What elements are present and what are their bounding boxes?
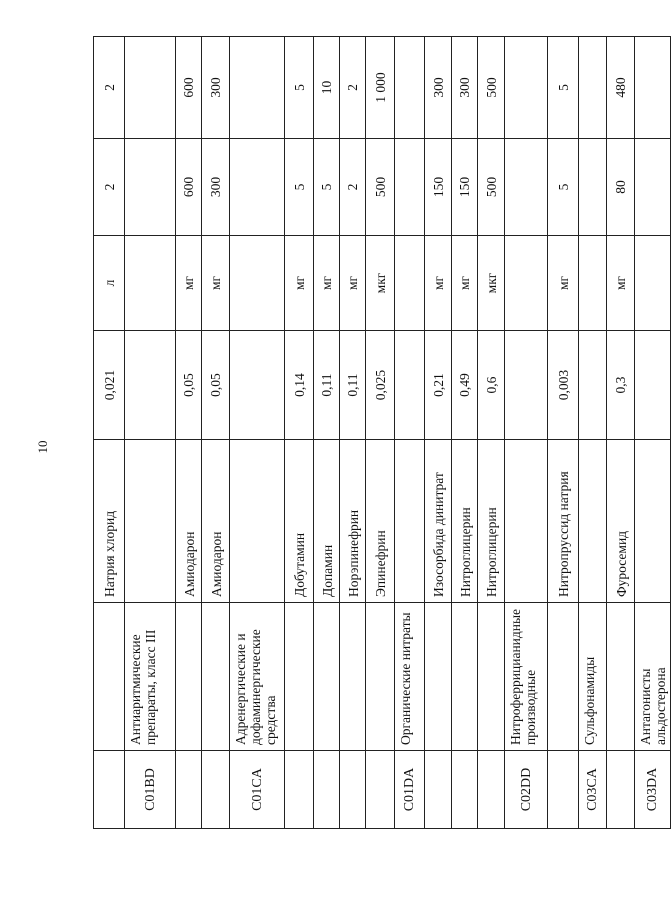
value-cell-7: 5 — [548, 37, 579, 139]
ddd-cell: 0,14 — [285, 331, 314, 440]
page-number: 10 — [35, 440, 50, 454]
value-cell-7 — [635, 37, 671, 139]
unit-cell: мг — [548, 236, 579, 331]
drug-group-cell: Сульфонамиды — [579, 603, 607, 751]
atc-code-cell — [478, 751, 505, 829]
drug-name-cell: Допамин — [314, 440, 340, 603]
atc-code-cell — [548, 751, 579, 829]
ddd-cell — [635, 331, 671, 440]
value-cell-7: 300 — [202, 37, 230, 139]
drug-group-cell: Антагонисты альдостерона — [635, 603, 671, 751]
value-cell-6: 150 — [452, 139, 478, 236]
unit-cell: мг — [285, 236, 314, 331]
drug-name-cell: Нитроглицерин — [452, 440, 478, 603]
value-cell-6: 500 — [366, 139, 395, 236]
value-cell-7: 5 — [285, 37, 314, 139]
drug-name-cell — [579, 440, 607, 603]
drug-name-cell: Фуросемид — [607, 440, 635, 603]
value-cell-7: 300 — [452, 37, 478, 139]
value-cell-6: 5 — [314, 139, 340, 236]
unit-cell — [125, 236, 176, 331]
atc-code-cell — [285, 751, 314, 829]
value-cell-6: 5 — [285, 139, 314, 236]
value-cell-7: 2 — [94, 37, 125, 139]
rotated-table-wrapper — [93, 37, 668, 829]
ddd-cell — [230, 331, 285, 440]
ddd-cell: 0,025 — [366, 331, 395, 440]
drug-group-cell: Нитроферрицианидные производные — [505, 603, 548, 751]
unit-cell: мкг — [366, 236, 395, 331]
value-cell-6 — [505, 139, 548, 236]
value-cell-6: 300 — [202, 139, 230, 236]
value-cell-7 — [125, 37, 176, 139]
drug-group-cell — [285, 603, 314, 751]
drug-name-cell: Нитропруссид натрия — [548, 440, 579, 603]
unit-cell — [230, 236, 285, 331]
value-cell-7 — [230, 37, 285, 139]
unit-cell: мг — [340, 236, 366, 331]
atc-code-cell: C03CA — [579, 751, 607, 829]
drug-name-cell: Амиодарон — [202, 440, 230, 603]
atc-code-cell: C01CA — [230, 751, 285, 829]
ddd-cell — [579, 331, 607, 440]
ddd-cell: 0,11 — [340, 331, 366, 440]
ddd-cell — [125, 331, 176, 440]
atc-code-cell — [340, 751, 366, 829]
table-row — [366, 37, 395, 829]
value-cell-6 — [230, 139, 285, 236]
ddd-cell: 0,49 — [452, 331, 478, 440]
drug-group-cell — [607, 603, 635, 751]
drug-group-cell — [452, 603, 478, 751]
unit-cell — [505, 236, 548, 331]
unit-cell: мг — [202, 236, 230, 331]
value-cell-7: 600 — [176, 37, 202, 139]
atc-code-cell: C03DA — [635, 751, 671, 829]
table-row — [452, 37, 478, 829]
ddd-cell — [505, 331, 548, 440]
unit-cell: мг — [452, 236, 478, 331]
drug-name-cell: Норэпинефрин — [340, 440, 366, 603]
drug-group-cell — [366, 603, 395, 751]
value-cell-6: 150 — [425, 139, 452, 236]
table-row — [635, 37, 671, 829]
ddd-cell: 0,6 — [478, 331, 505, 440]
value-cell-6 — [579, 139, 607, 236]
atc-code-cell — [452, 751, 478, 829]
table-row — [478, 37, 505, 829]
value-cell-6 — [125, 139, 176, 236]
value-cell-6: 2 — [340, 139, 366, 236]
value-cell-7: 480 — [607, 37, 635, 139]
drug-group-cell — [340, 603, 366, 751]
drug-group-cell — [548, 603, 579, 751]
atc-code-cell — [202, 751, 230, 829]
value-cell-6: 5 — [548, 139, 579, 236]
drug-group-cell — [176, 603, 202, 751]
drug-table — [93, 36, 671, 829]
drug-name-cell: Натрия хлорид — [94, 440, 125, 603]
unit-cell: мг — [607, 236, 635, 331]
value-cell-6 — [395, 139, 425, 236]
drug-name-cell — [125, 440, 176, 603]
table-row — [94, 37, 125, 829]
value-cell-7: 1 000 — [366, 37, 395, 139]
value-cell-7 — [395, 37, 425, 139]
drug-group-cell — [314, 603, 340, 751]
value-cell-7 — [579, 37, 607, 139]
value-cell-6: 500 — [478, 139, 505, 236]
drug-group-cell: Антиаритмические препараты, класс III — [125, 603, 176, 751]
atc-code-cell: C02DD — [505, 751, 548, 829]
unit-cell — [579, 236, 607, 331]
table-row — [230, 37, 285, 829]
atc-code-cell: C01BD — [125, 751, 176, 829]
atc-code-cell: C01DA — [395, 751, 425, 829]
drug-name-cell: Амиодарон — [176, 440, 202, 603]
ddd-cell — [395, 331, 425, 440]
table-row — [425, 37, 452, 829]
table-row — [125, 37, 176, 829]
ddd-cell: 0,021 — [94, 331, 125, 440]
atc-code-cell — [314, 751, 340, 829]
ddd-cell: 0,003 — [548, 331, 579, 440]
ddd-cell: 0,11 — [314, 331, 340, 440]
unit-cell — [635, 236, 671, 331]
atc-code-cell — [176, 751, 202, 829]
unit-cell: мг — [176, 236, 202, 331]
unit-cell: мг — [314, 236, 340, 331]
drug-group-cell — [425, 603, 452, 751]
value-cell-6: 80 — [607, 139, 635, 236]
value-cell-7: 500 — [478, 37, 505, 139]
drug-name-cell: Изосорбида динитрат — [425, 440, 452, 603]
ddd-cell: 0,05 — [202, 331, 230, 440]
ddd-cell: 0,05 — [176, 331, 202, 440]
table-row — [395, 37, 425, 829]
drug-name-cell: Добутамин — [285, 440, 314, 603]
drug-group-cell — [478, 603, 505, 751]
drug-name-cell — [230, 440, 285, 603]
table-row — [202, 37, 230, 829]
table-row — [607, 37, 635, 829]
unit-cell — [395, 236, 425, 331]
atc-code-cell — [425, 751, 452, 829]
atc-code-cell — [366, 751, 395, 829]
value-cell-7: 10 — [314, 37, 340, 139]
value-cell-7: 2 — [340, 37, 366, 139]
unit-cell: мг — [425, 236, 452, 331]
drug-name-cell — [635, 440, 671, 603]
value-cell-7 — [505, 37, 548, 139]
drug-name-cell: Нитроглицерин — [478, 440, 505, 603]
unit-cell: мкг — [478, 236, 505, 331]
drug-group-cell — [94, 603, 125, 751]
atc-code-cell — [607, 751, 635, 829]
drug-group-cell — [202, 603, 230, 751]
table-body — [94, 37, 671, 829]
table-row — [548, 37, 579, 829]
atc-code-cell — [94, 751, 125, 829]
table-row — [176, 37, 202, 829]
drug-group-cell: Органические нитраты — [395, 603, 425, 751]
value-cell-6: 600 — [176, 139, 202, 236]
drug-name-cell: Эпинефрин — [366, 440, 395, 603]
drug-group-cell: Адренергические и дофаминергические средства — [230, 603, 285, 751]
value-cell-7: 300 — [425, 37, 452, 139]
drug-name-cell — [505, 440, 548, 603]
table-row — [285, 37, 314, 829]
value-cell-6: 2 — [94, 139, 125, 236]
ddd-cell: 0,21 — [425, 331, 452, 440]
unit-cell: л — [94, 236, 125, 331]
table-row — [505, 37, 548, 829]
value-cell-6 — [635, 139, 671, 236]
ddd-cell: 0,3 — [607, 331, 635, 440]
table-row — [340, 37, 366, 829]
table-row — [314, 37, 340, 829]
table-row — [579, 37, 607, 829]
drug-name-cell — [395, 440, 425, 603]
